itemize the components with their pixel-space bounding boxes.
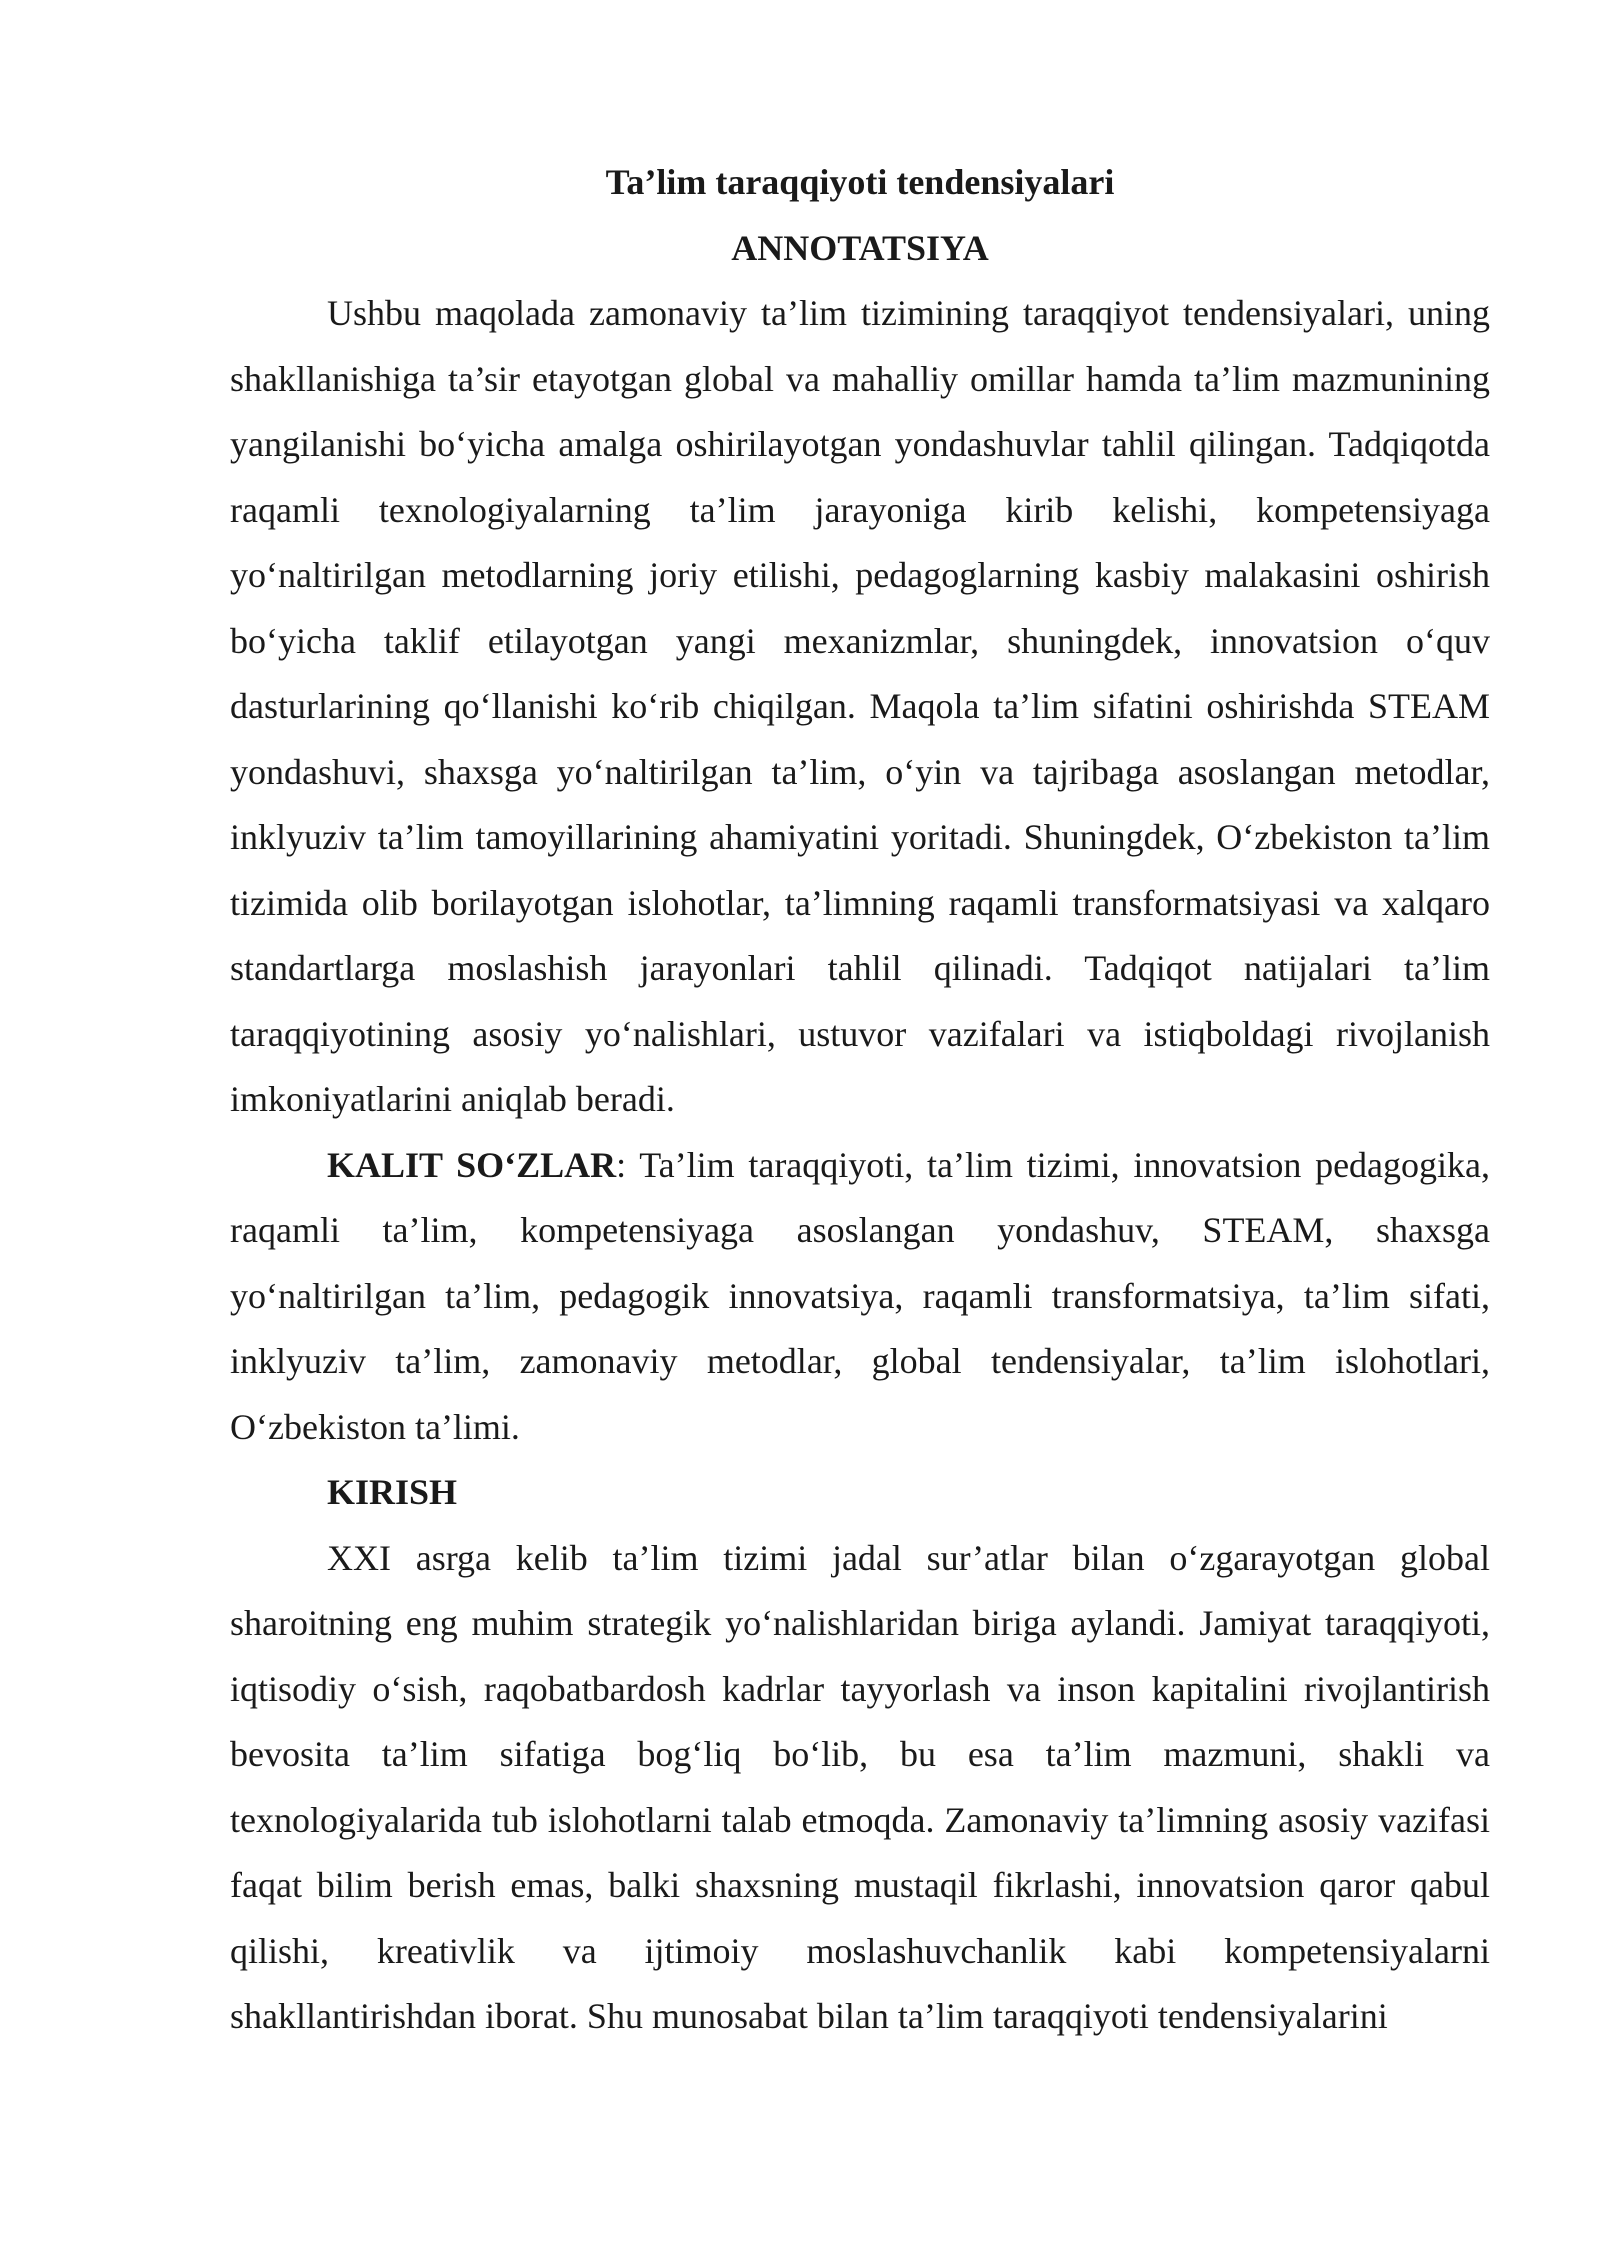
annotation-heading: ANNOTATSIYA [731, 227, 989, 268]
keywords-separator: : [616, 1144, 640, 1185]
annotation-paragraph: Ushbu maqolada zamonaviy ta’lim tizimining taraqqiyot tendensiyalari, uning shakllanishiga ta’sir etayotgan global va mahalliy omillar hamda ta’lim mazmunining yangilanishi bo‘yicha amalga oshirilayotgan yondashuvlar tahlil qilingan. Tadqiqotda raqamli texnologiyalarning ta’lim jarayoniga kirib kelishi, kompetensiyaga yo‘naltirilgan metodlarning joriy etilishi, pedagoglarning kasbiy malakasini oshirish bo‘yicha taklif etilayotgan yangi mexanizmlar, shuningdek, innovatsion o‘quv dasturlarining qo‘llanishi ko‘rib chiqilgan. Maqola ta’lim sifatini oshirishda STEAM yondashuvi, shaxsga yo‘naltirilgan ta’lim, o‘yin va tajribaga asoslangan metodlar, inklyuziv ta’lim tamoyillarining ahamiyatini yoritadi. Shuningdek, O‘zbekiston ta’lim tizimida olib borilayotgan islohotlar, ta’limning raqamli transformatsiyasi va xalqaro standartlarga moslashish jarayonlari tahlil qilinadi. Tadqiqot natijalari ta’lim taraqqiyotining asosiy yo‘nalishlari, ustuvor vazifalari va istiqboldagi rivojlanish imkoniyatlarini aniqlab beradi. [230, 293, 1490, 1119]
document-body [230, 150, 1490, 2050]
keywords-paragraph [230, 1133, 1490, 1461]
intro-heading: KIRISH [327, 1472, 458, 1512]
paper-title: Ta’lim taraqqiyoti tendensiyalari [605, 162, 1115, 202]
keywords-list: Ta’lim taraqqiyoti, ta’lim tizimi, innovatsion pedagogika, raqamli ta’lim, kompetensiyaga asoslangan yondashuv, STEAM, shaxsga yo‘naltirilgan ta’lim, pedagogik innovatsiya, raqamli transformatsiya, ta’lim sifati, inklyuziv ta’lim, zamonaviy metodlar, global tendensiyalar, ta’lim islohotlari, O‘zbekiston ta’limi. [230, 1144, 1490, 1447]
intro-paragraph: XXI asrga kelib ta’lim tizimi jadal sur’atlar bilan o‘zgarayotgan global sharoitning eng muhim strategik yo‘nalishlaridan biriga aylandi. Jamiyat taraqqiyoti, iqtisodiy o‘sish, raqobatbardosh kadrlar tayyorlash va inson kapitalini rivojlantirish bevosita ta’lim sifatiga bog‘liq bo‘lib, bu esa ta’lim mazmuni, shakli va texnologiyalarida tub islohotlarni talab etmoqda. Zamonaviy ta’limning asosiy vazifasi faqat bilim berish emas, balki shaxsning mustaqil fikrlashi, innovatsion qaror qabul qilishi, kreativlik va ijtimoiy moslashuvchanlik kabi kompetensiyalarni shakllantirishdan iborat. Shu munosabat bilan ta’lim taraqqiyoti tendensiyalarini [230, 1537, 1490, 2036]
keywords-label: KALIT SO‘ZLAR [327, 1144, 617, 1185]
